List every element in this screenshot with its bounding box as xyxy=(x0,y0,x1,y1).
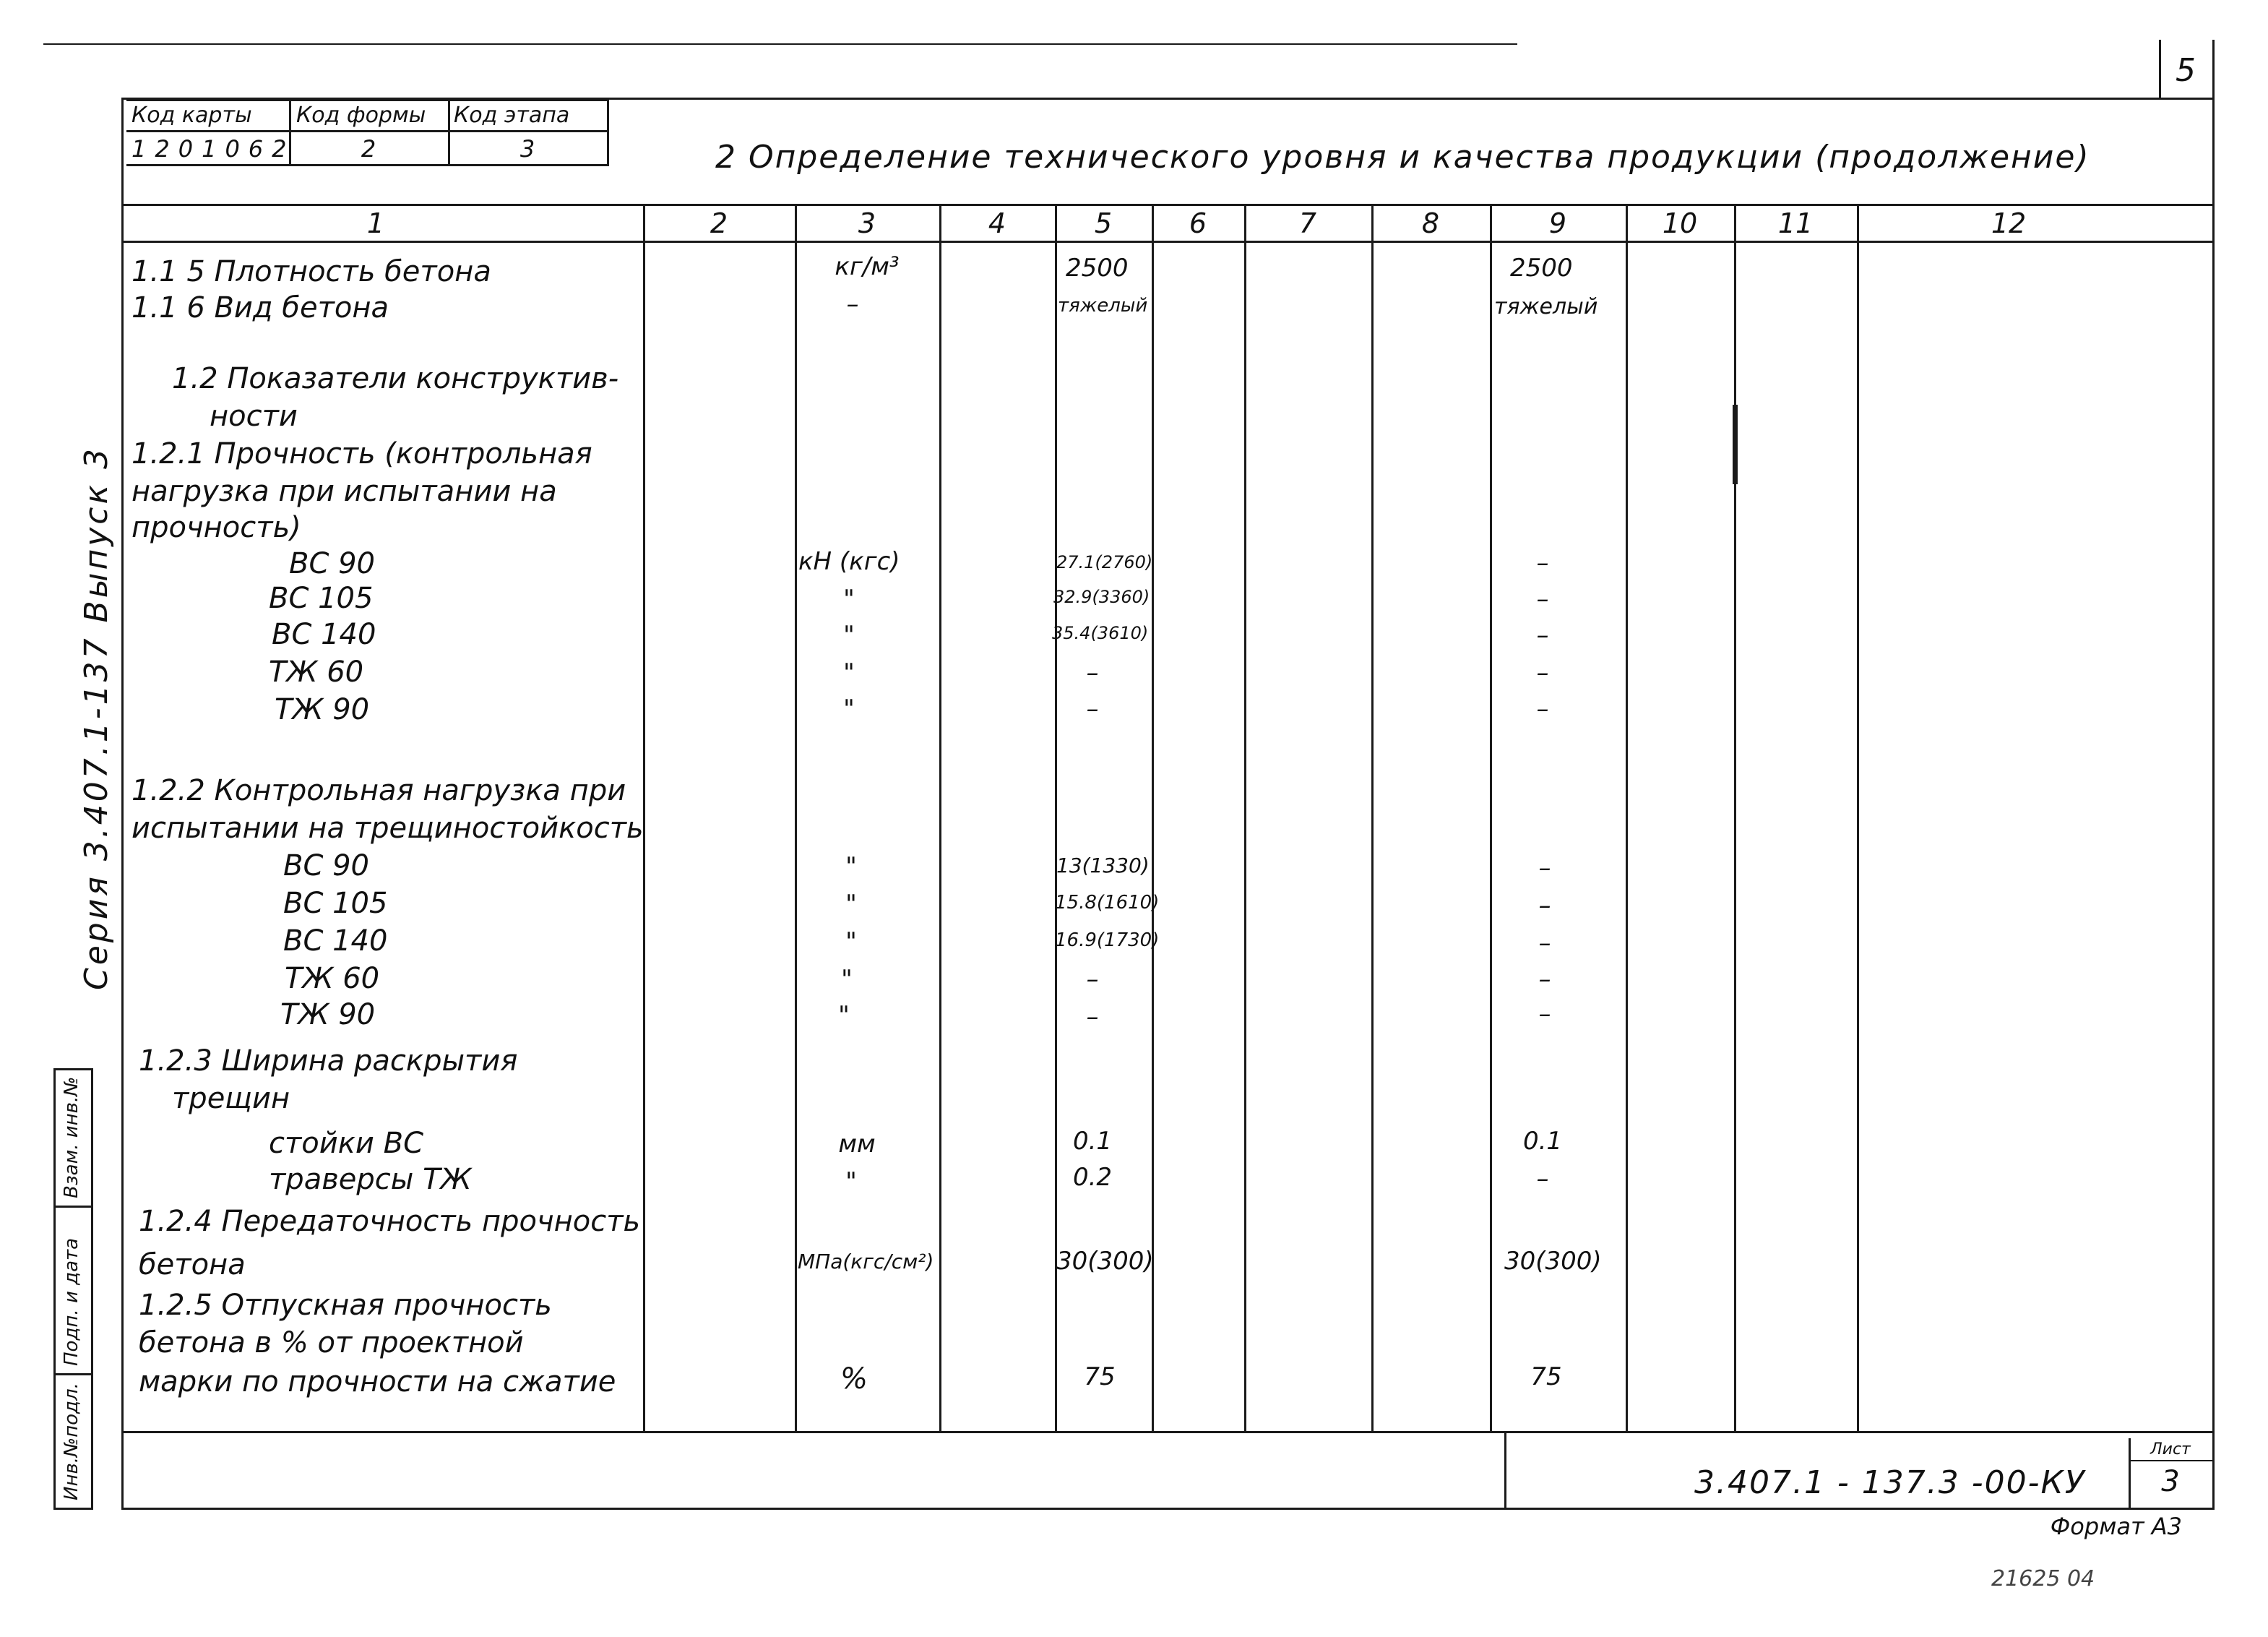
col-header-10: 10 xyxy=(1662,207,1698,239)
row-value-9: – xyxy=(1538,854,1551,882)
row-label: 1.1 5 Плотность бетона xyxy=(131,255,491,288)
sign-date-label: Подп. и дата xyxy=(61,1237,82,1366)
sheet-label: Лист xyxy=(2150,1440,2191,1458)
row-label: ности xyxy=(210,400,298,433)
col-divider-thick xyxy=(1733,405,1738,484)
row-label: прочность) xyxy=(131,511,301,544)
row-value-5: 0.1 xyxy=(1072,1127,1113,1156)
row-label: трещин xyxy=(172,1082,290,1115)
row-value-9: – xyxy=(1538,891,1551,920)
row-label: 1.2.1 Прочность (контрольная xyxy=(131,437,592,471)
header-top-rule xyxy=(121,204,2215,206)
row-value-9: – xyxy=(1536,695,1549,723)
stamp-label-card: Код карты xyxy=(131,103,252,128)
stamp-label-form: Код формы xyxy=(296,103,426,128)
col-header-6: 6 xyxy=(1189,207,1207,239)
row-label: нагрузка при испытании на xyxy=(131,475,557,508)
row-label: бетона xyxy=(139,1248,246,1281)
row-value-9: – xyxy=(1538,1000,1551,1028)
row-value-5: 2500 xyxy=(1066,254,1129,283)
frame-bottom xyxy=(121,1508,2215,1510)
row-unit: " xyxy=(845,890,857,919)
frame-left xyxy=(121,98,124,1510)
row-label: ВС 140 xyxy=(283,924,388,958)
row-value-9: – xyxy=(1536,549,1549,577)
inv-number-label: Инв.№подл. xyxy=(61,1383,82,1500)
col-divider xyxy=(1626,204,1628,1432)
row-label: траверсы ТЖ xyxy=(269,1163,472,1196)
col-header-4: 4 xyxy=(988,207,1006,239)
col-header-9: 9 xyxy=(1548,207,1567,239)
row-label: ВС 105 xyxy=(283,887,388,920)
stamp-value-stage: 3 xyxy=(519,135,535,163)
row-value-9: – xyxy=(1536,1164,1549,1193)
row-value-5: 75 xyxy=(1084,1362,1116,1391)
row-value-9: 0.1 xyxy=(1522,1127,1563,1156)
col-divider xyxy=(1490,204,1492,1432)
row-value-5: – xyxy=(1086,695,1099,723)
col-header-5: 5 xyxy=(1094,207,1113,239)
row-unit: кг/м³ xyxy=(835,252,900,281)
row-label: 1.2 Показатели конструктив- xyxy=(172,362,619,395)
row-value-5: – xyxy=(1086,965,1099,994)
row-label: ТЖ 60 xyxy=(285,962,380,995)
row-label: стойки ВС xyxy=(269,1127,424,1160)
row-value-9: – xyxy=(1538,929,1551,958)
col-divider xyxy=(795,204,797,1432)
row-value-9: 75 xyxy=(1530,1362,1562,1391)
row-unit: " xyxy=(843,585,855,614)
stamp-value-form: 2 xyxy=(361,135,376,163)
row-value-5: 0.2 xyxy=(1072,1163,1113,1192)
col-divider xyxy=(1244,204,1246,1432)
row-unit: кН (кгс) xyxy=(798,547,900,576)
page-title: 2 Определение технического уровня и качества продукции (продолжение) xyxy=(715,139,2090,176)
sheet-number: 3 xyxy=(2161,1465,2180,1498)
stamp-label-stage: Код этапа xyxy=(454,103,570,128)
col-divider xyxy=(1857,204,1859,1432)
col-divider xyxy=(1371,204,1374,1432)
row-unit: % xyxy=(840,1362,868,1396)
col-header-11: 11 xyxy=(1777,207,1814,239)
row-label: испытании на трещиностойкость xyxy=(131,812,644,845)
row-label: ТЖ 60 xyxy=(269,656,364,689)
row-unit: " xyxy=(841,965,853,994)
table-bottom-rule xyxy=(121,1431,2215,1433)
row-value-5: – xyxy=(1086,1002,1099,1031)
header-bottom-rule xyxy=(121,241,2215,243)
row-value-9: 30(300) xyxy=(1504,1247,1602,1276)
row-label: ВС 105 xyxy=(269,582,374,615)
col-header-8: 8 xyxy=(1421,207,1440,239)
row-unit: " xyxy=(843,621,855,650)
row-unit: " xyxy=(843,658,855,687)
row-label: ТЖ 90 xyxy=(275,693,370,726)
row-label: бетона в % от проектной xyxy=(139,1326,524,1359)
row-value-9: – xyxy=(1536,621,1549,650)
row-label: 1.2.2 Контрольная нагрузка при xyxy=(131,774,626,807)
col-header-7: 7 xyxy=(1298,207,1317,239)
row-unit: " xyxy=(838,1001,850,1030)
row-unit: – xyxy=(846,290,859,319)
stamp-value-card: 1201062 xyxy=(131,135,296,163)
row-label: 1.2.3 Ширина раскрытия xyxy=(139,1044,518,1078)
row-value-5: – xyxy=(1086,658,1099,687)
col-header-3: 3 xyxy=(858,207,876,239)
row-unit: МПа(кгс/см²) xyxy=(798,1250,934,1273)
page-number: 5 xyxy=(2176,52,2196,89)
row-label: марки по прочности на сжатие xyxy=(139,1365,616,1398)
row-value-9: – xyxy=(1538,965,1551,994)
page-number-box-left xyxy=(2159,40,2161,98)
col-divider xyxy=(1734,204,1736,1432)
document-code: 3.407.1 - 137.3 -00-КУ xyxy=(1694,1464,2086,1501)
row-value-5: 13(1330) xyxy=(1056,854,1150,877)
page-number-box-right xyxy=(2212,40,2215,98)
row-value-5: 35.4(3610) xyxy=(1052,623,1149,643)
row-label: 1.2.5 Отпускная прочность xyxy=(139,1289,552,1322)
row-value-5: 27.1(2760) xyxy=(1056,552,1153,572)
row-value-5: 16.9(1730) xyxy=(1055,929,1160,951)
row-value-9: – xyxy=(1536,585,1549,614)
row-unit: " xyxy=(845,852,857,881)
row-value-5: 15.8(1610) xyxy=(1055,892,1160,914)
series-side-text: Серия 3.407.1-137 Выпуск 3 xyxy=(78,445,115,990)
row-unit: " xyxy=(845,1167,857,1196)
row-value-9: 2500 xyxy=(1510,254,1573,283)
col-header-1: 1 xyxy=(366,207,385,239)
col-divider xyxy=(939,204,941,1432)
replace-inv-label: Взам. инв.№ xyxy=(61,1076,82,1198)
frame-right xyxy=(2212,98,2215,1510)
bottom-number: 21625 04 xyxy=(1991,1566,2095,1591)
row-label: 1.2.4 Передаточность прочность xyxy=(139,1205,641,1238)
row-value-5: 32.9(3360) xyxy=(1053,587,1150,607)
row-value-9: – xyxy=(1536,658,1549,687)
row-label: ВС 90 xyxy=(289,547,375,580)
format-label: Формат А3 xyxy=(2050,1513,2182,1540)
row-label: 1.1 6 Вид бетона xyxy=(131,291,389,325)
top-rule xyxy=(43,43,1517,45)
row-label: ТЖ 90 xyxy=(280,998,376,1031)
row-value-9: тяжелый xyxy=(1494,294,1598,319)
col-header-12: 12 xyxy=(1991,207,2027,239)
row-label: ВС 90 xyxy=(283,849,369,882)
col-header-2: 2 xyxy=(710,207,728,239)
row-unit: " xyxy=(845,927,857,956)
row-unit: мм xyxy=(838,1130,876,1159)
row-label: ВС 140 xyxy=(272,618,376,651)
row-value-5: 30(300) xyxy=(1056,1247,1154,1276)
row-value-5: тяжелый xyxy=(1058,295,1148,317)
row-unit: " xyxy=(843,695,855,723)
